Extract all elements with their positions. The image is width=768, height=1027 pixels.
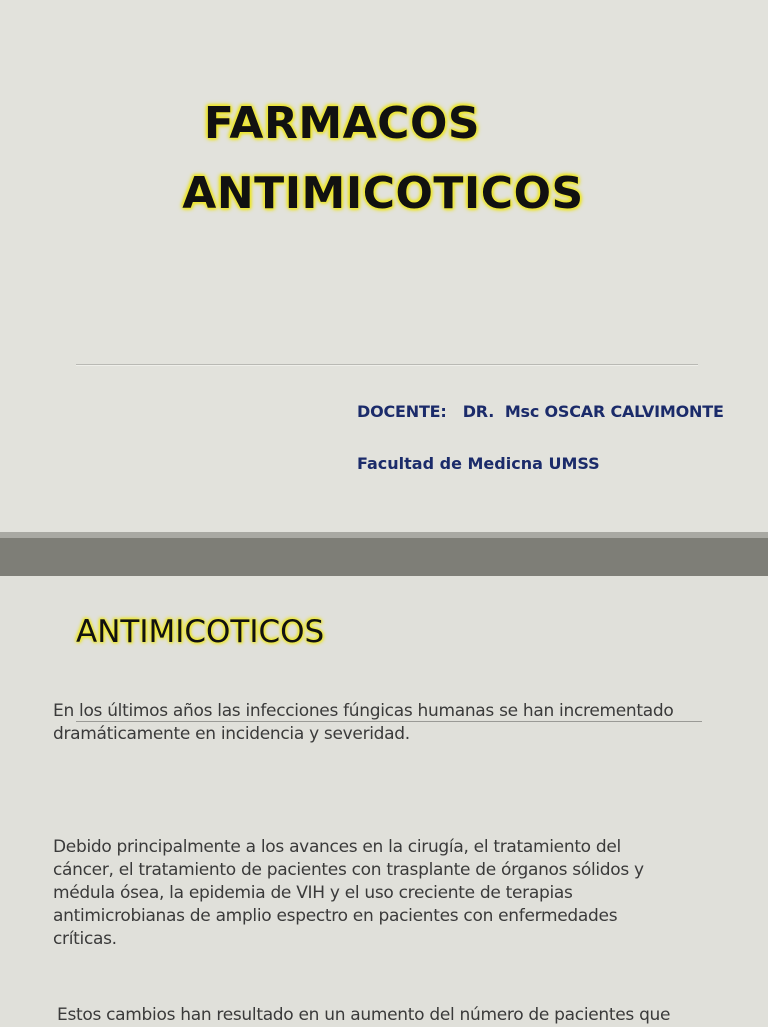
- paragraph-2-line: cáncer, el tratamiento de pacientes con trasplante de órganos sólidos y: [53, 860, 644, 880]
- paragraph-2-line: antimicrobianas de amplio espectro en pacientes con enfermedades: [53, 906, 618, 926]
- paragraph-3: Estos cambios han resultado en un aumento del número de pacientes que: [57, 1005, 671, 1025]
- paragraph-2-line: médula ósea, la epidemia de VIH y el uso creciente de terapias: [53, 883, 573, 903]
- slide-separator: [0, 538, 768, 576]
- underline: [76, 721, 702, 722]
- paragraph-1: [53, 700, 703, 746]
- divider-line: [76, 364, 698, 365]
- slide-heading: ANTIMICOTICOS: [76, 614, 325, 650]
- paragraph-1-line-2: dramáticamente en incidencia y severidad.: [53, 724, 410, 744]
- slide-title-line2: ANTIMICOTICOS: [182, 168, 584, 219]
- docente-text: DOCENTE: DR. Msc OSCAR CALVIMONTE: [357, 402, 724, 421]
- paragraph-1-line-1: En los últimos años las infecciones fúngicas humanas se han incrementado: [53, 701, 674, 721]
- slide-title-line1: FARMACOS: [203, 98, 481, 149]
- paragraph-2-line: Debido principalmente a los avances en la cirugía, el tratamiento del: [53, 837, 621, 857]
- paragraph-2: [53, 836, 703, 951]
- facultad-text: Facultad de Medicna UMSS: [357, 454, 600, 473]
- paragraph-2-line: críticas.: [53, 929, 117, 949]
